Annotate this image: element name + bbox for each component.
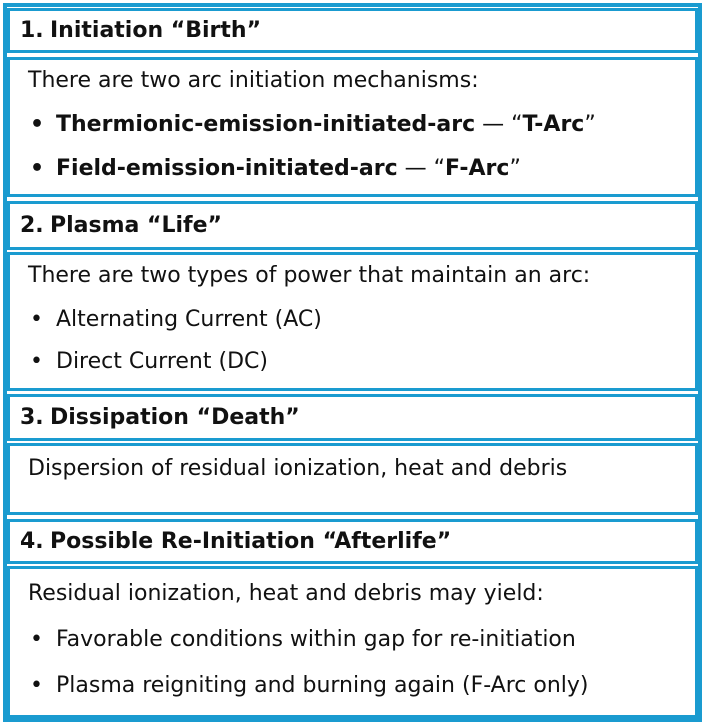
item-text: Favorable conditions within gap for re-initiation bbox=[56, 627, 576, 652]
section-4-number: 4. bbox=[20, 528, 44, 554]
section-1-intro: There are two arc initiation mechanisms: bbox=[28, 68, 479, 93]
section-1-body bbox=[7, 57, 698, 197]
section-1-item-2 bbox=[10, 156, 695, 181]
item-separator: — “ bbox=[397, 156, 446, 181]
bullet-icon: • bbox=[30, 673, 43, 698]
bullet-icon: • bbox=[30, 627, 43, 652]
section-2-item-1 bbox=[10, 307, 695, 332]
section-4-item-2 bbox=[10, 673, 695, 698]
section-2-header bbox=[7, 201, 698, 250]
bullet-icon: • bbox=[30, 307, 43, 332]
section-1-item-1 bbox=[10, 112, 695, 137]
section-4-item-1 bbox=[10, 627, 695, 652]
section-1-number: 1. bbox=[20, 17, 44, 43]
bullet-icon: • bbox=[30, 349, 43, 374]
item-tag: F-Arc bbox=[445, 156, 510, 181]
section-3-header bbox=[7, 394, 698, 441]
section-1-header bbox=[7, 8, 698, 53]
section-4-body bbox=[7, 566, 698, 718]
section-4-intro: Residual ionization, heat and debris may yield: bbox=[28, 581, 544, 606]
section-4-title: Possible Re-Initiation “Afterlife” bbox=[50, 528, 452, 554]
item-text: Direct Current (DC) bbox=[56, 349, 268, 374]
section-3-number: 3. bbox=[20, 404, 44, 430]
section-2-title: Plasma “Life” bbox=[50, 212, 223, 238]
section-2-intro: There are two types of power that maintain an arc: bbox=[28, 263, 591, 288]
section-3-title: Dissipation “Death” bbox=[50, 404, 300, 430]
item-term: Field-emission-initiated-arc bbox=[56, 156, 398, 181]
section-3-intro: Dispersion of residual ionization, heat and debris bbox=[28, 456, 568, 481]
section-2-item-2 bbox=[10, 349, 695, 374]
section-4-header bbox=[7, 519, 698, 564]
item-term: Thermionic-emission-initiated-arc bbox=[56, 112, 476, 137]
item-text: Plasma reigniting and burning again (F-Arc only) bbox=[56, 673, 589, 698]
bullet-icon: • bbox=[30, 112, 45, 137]
section-3-body bbox=[7, 443, 698, 515]
section-2-number: 2. bbox=[20, 212, 44, 238]
bullet-icon: • bbox=[30, 156, 45, 181]
item-separator: — “ bbox=[475, 112, 523, 137]
item-text: Alternating Current (AC) bbox=[56, 307, 322, 332]
item-tag: T-Arc bbox=[522, 112, 585, 137]
item-end-quote: ” bbox=[584, 112, 596, 137]
section-2-body bbox=[7, 252, 698, 391]
item-end-quote: ” bbox=[509, 156, 521, 181]
section-1-title: Initiation “Birth” bbox=[50, 17, 262, 43]
